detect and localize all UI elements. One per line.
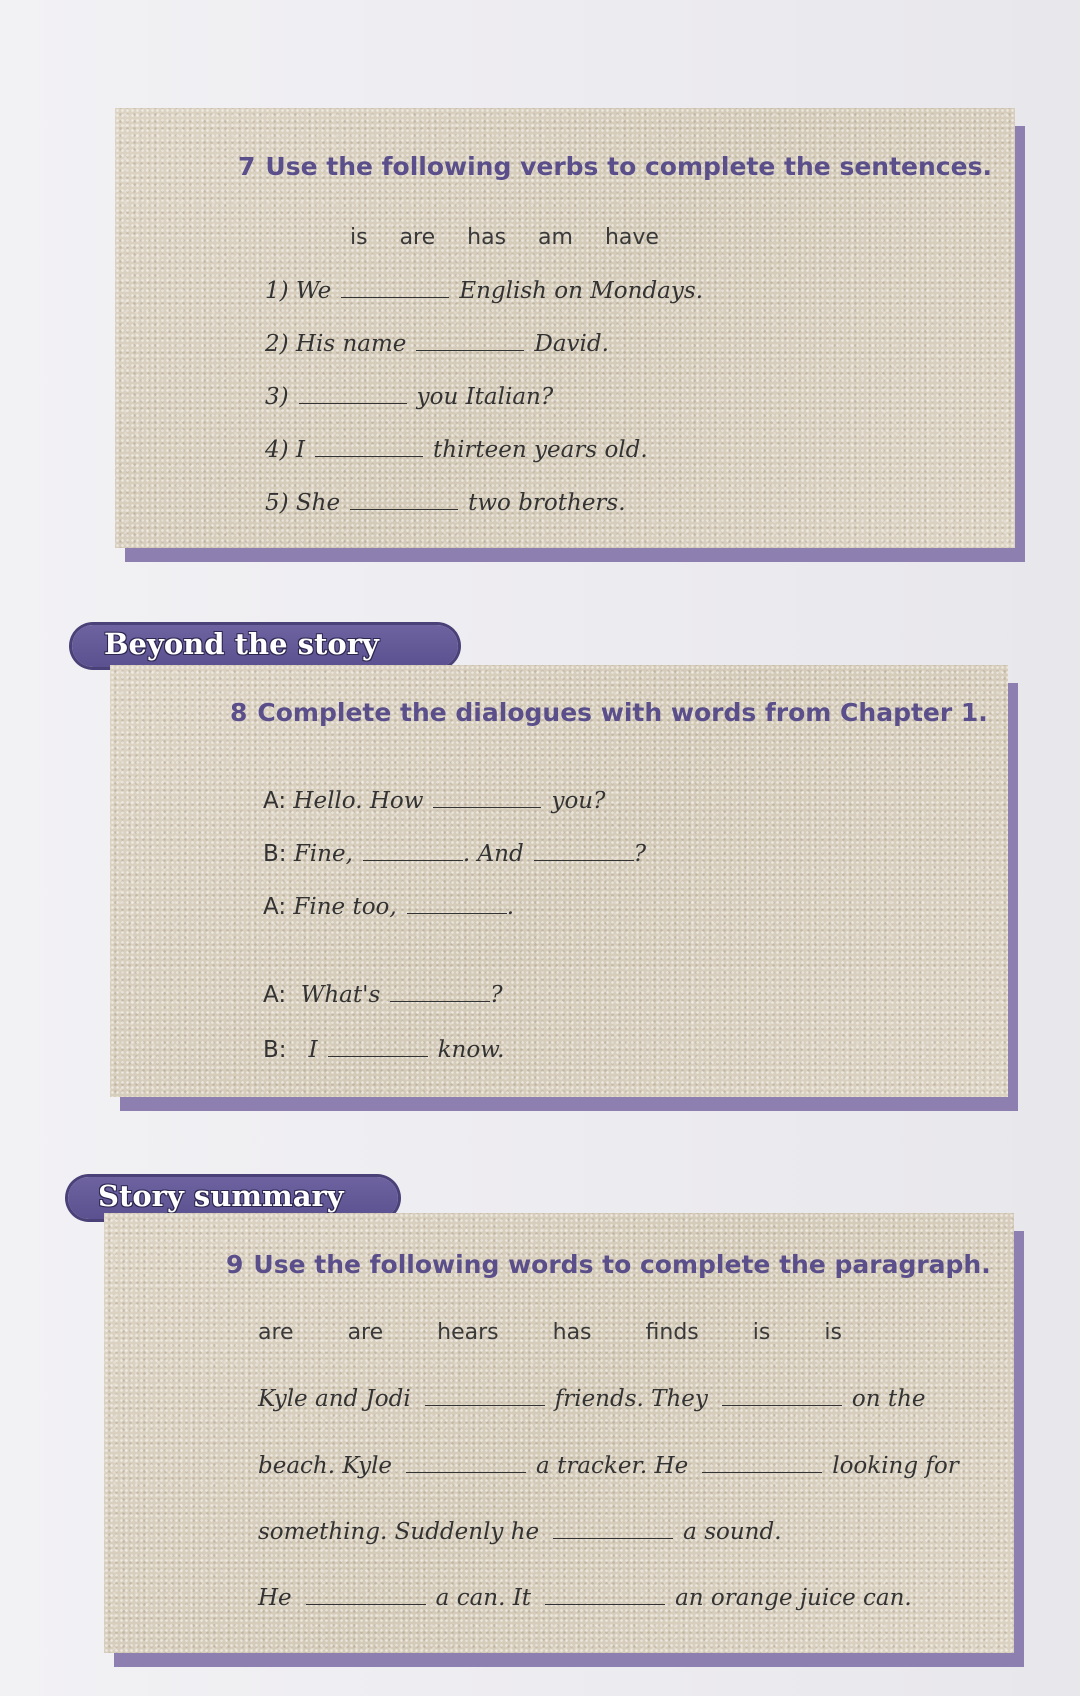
answer-blank[interactable]: [425, 1387, 545, 1406]
sentence-after: two brothers.: [468, 490, 626, 516]
paragraph-text: beach. Kyle: [258, 1453, 393, 1479]
paragraph-line-2: [258, 1453, 959, 1479]
exercise-7-sentence-3: [265, 384, 553, 410]
answer-blank[interactable]: [534, 842, 634, 861]
word-bank-item: is: [350, 225, 368, 250]
answer-blank[interactable]: [416, 332, 524, 351]
exercise-8-number: 8: [230, 698, 248, 727]
exercise-8-heading: [230, 698, 988, 727]
paragraph-text: a sound.: [683, 1519, 782, 1545]
dialogue-text: ?: [490, 982, 503, 1008]
sentence-label: 1): [265, 278, 289, 304]
sentence-after: English on Mondays.: [459, 278, 704, 304]
exercise-7-sentence-1: [265, 278, 703, 304]
word-bank-item: are: [347, 1320, 384, 1345]
beyond-the-story-label: Beyond the story: [104, 627, 379, 661]
speaker: B:: [263, 841, 287, 867]
word-bank-item: is: [824, 1320, 842, 1345]
dialogue-text: you?: [551, 788, 606, 814]
dialogue-2-line-1: [263, 982, 503, 1008]
sentence-after: thirteen years old.: [433, 437, 648, 463]
dialogue-1-line-1: [263, 788, 605, 814]
dialogue-text: What's: [300, 982, 381, 1008]
story-summary-label: Story summary: [98, 1179, 344, 1213]
answer-blank[interactable]: [553, 1520, 673, 1539]
paragraph-text: a can. It: [435, 1585, 532, 1611]
dialogue-text: Hello. How: [293, 788, 424, 814]
answer-blank[interactable]: [328, 1038, 428, 1057]
sentence-after: you Italian?: [416, 384, 554, 410]
dialogue-text: know.: [437, 1037, 505, 1063]
dialogue-2-line-2: [263, 1037, 504, 1063]
sentence-after: David.: [534, 331, 609, 357]
exercise-9-heading: [226, 1250, 991, 1279]
answer-blank[interactable]: [406, 1454, 526, 1473]
sentence-label: 2): [265, 331, 289, 357]
word-bank-item: hears: [437, 1320, 499, 1345]
paragraph-line-4: [258, 1585, 912, 1611]
paragraph-text: a tracker. He: [536, 1453, 689, 1479]
exercise-7-sentence-2: [265, 331, 609, 357]
sentence-before: We: [295, 278, 332, 304]
paragraph-line-3: [258, 1519, 782, 1545]
paragraph-text: looking for: [832, 1453, 959, 1479]
exercise-9-instruction: Use the following words to complete the paragraph.: [253, 1250, 991, 1279]
sentence-label: 3): [265, 384, 289, 410]
word-bank-item: has: [467, 225, 507, 250]
exercise-9-word-bank: [258, 1320, 842, 1345]
word-bank-item: are: [399, 225, 436, 250]
sentence-before: His name: [295, 331, 407, 357]
speaker: A:: [263, 788, 287, 814]
dialogue-text: Fine too,: [293, 894, 397, 920]
exercise-7-heading: [238, 152, 992, 181]
answer-blank[interactable]: [350, 491, 458, 510]
answer-blank[interactable]: [545, 1586, 665, 1605]
dialogue-text: . And: [462, 841, 524, 867]
answer-blank[interactable]: [433, 789, 541, 808]
word-bank-item: have: [604, 225, 659, 250]
exercise-8-panel: [110, 665, 1008, 1097]
sentence-label: 5): [265, 490, 289, 516]
answer-blank[interactable]: [363, 842, 463, 861]
sentence-label: 4): [265, 437, 289, 463]
dialogue-text: .: [506, 894, 515, 920]
answer-blank[interactable]: [722, 1387, 842, 1406]
paragraph-text: friends. They: [554, 1386, 708, 1412]
exercise-7-sentence-5: [265, 490, 626, 516]
sentence-before: She: [295, 490, 341, 516]
paragraph-line-1: [258, 1386, 926, 1412]
answer-blank[interactable]: [341, 279, 449, 298]
exercise-7-word-bank: [350, 225, 659, 250]
paragraph-text: Kyle and Jodi: [258, 1386, 411, 1412]
speaker: A:: [263, 982, 287, 1008]
dialogue-text: I: [308, 1037, 318, 1063]
answer-blank[interactable]: [299, 385, 407, 404]
speaker: A:: [263, 894, 287, 920]
exercise-8-instruction: Complete the dialogues with words from Chapter 1.: [257, 698, 988, 727]
word-bank-item: are: [258, 1320, 294, 1345]
answer-blank[interactable]: [306, 1586, 426, 1605]
word-bank-item: am: [538, 225, 573, 250]
paragraph-text: He: [258, 1585, 292, 1611]
paragraph-text: something. Suddenly he: [258, 1519, 540, 1545]
speaker: B:: [263, 1037, 287, 1063]
word-bank-item: is: [752, 1320, 771, 1345]
paragraph-text: on the: [851, 1386, 926, 1412]
exercise-7-number: 7: [238, 152, 256, 181]
dialogue-text: ?: [633, 841, 647, 867]
dialogue-1-line-3: [263, 894, 514, 920]
word-bank-item: has: [552, 1320, 592, 1345]
exercise-9-number: 9: [226, 1250, 244, 1279]
answer-blank[interactable]: [702, 1454, 822, 1473]
answer-blank[interactable]: [390, 983, 490, 1002]
exercise-7-instruction: Use the following verbs to complete the sentences.: [265, 152, 992, 181]
dialogue-text: Fine,: [293, 841, 353, 867]
answer-blank[interactable]: [407, 895, 507, 914]
dialogue-1-line-2: [263, 841, 646, 867]
word-bank-item: finds: [645, 1320, 699, 1345]
exercise-7-sentence-4: [265, 437, 648, 463]
answer-blank[interactable]: [315, 438, 423, 457]
paragraph-text: an orange juice can.: [675, 1585, 912, 1611]
sentence-before: I: [295, 437, 306, 463]
